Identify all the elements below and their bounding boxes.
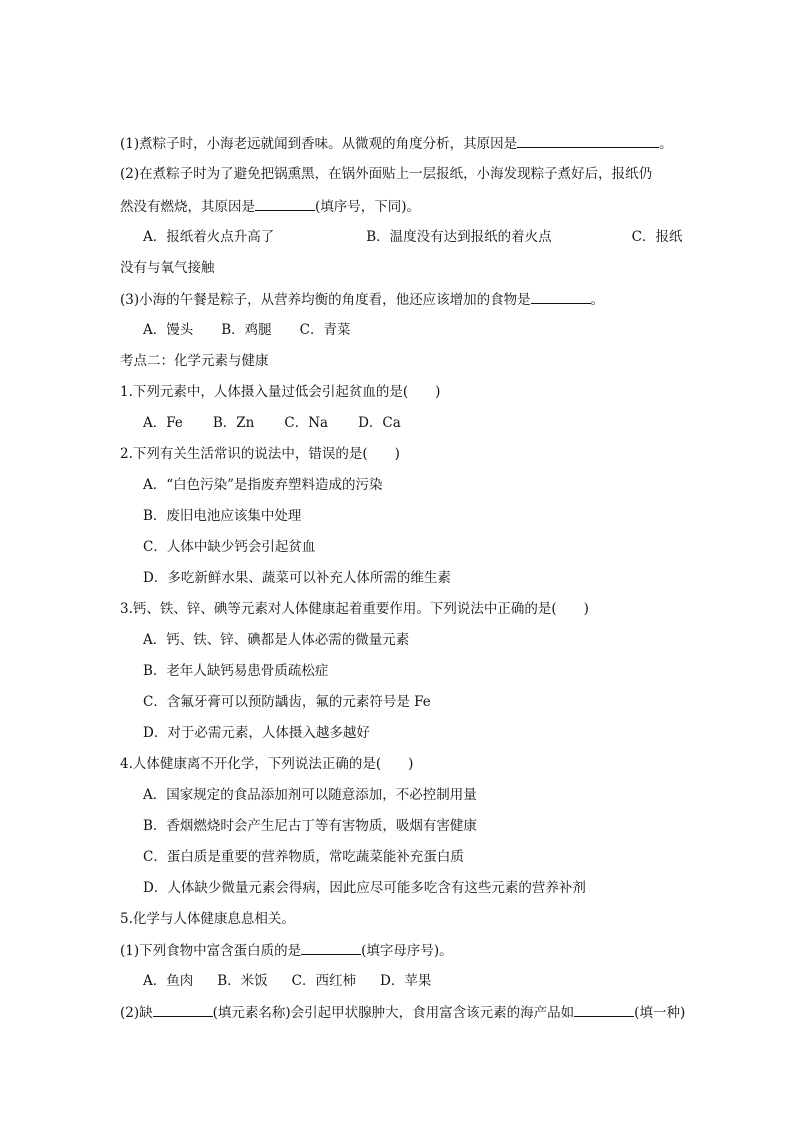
question-text: (1)煮粽子时，小海老远就闻到香味。从微观的角度分析，其原因是 xyxy=(120,136,518,152)
q2-option-c[interactable] xyxy=(143,537,676,557)
option-text: D．多吃新鲜水果、蔬菜可以补充人体所需的维生素 xyxy=(143,570,451,586)
question-text: (2)缺 xyxy=(120,1005,153,1021)
option-text: D．人体缺少微量元素会得病，因此应尽可能多吃含有这些元素的营养补剂 xyxy=(143,880,586,896)
option-text: D．对于必需元素，人体摄入越多越好 xyxy=(143,725,370,741)
q3-stem xyxy=(120,599,676,619)
option-text: C．含氟牙膏可以预防龋齿，氟的元素符号是 Fe xyxy=(143,694,431,710)
question-text: 4.人体健康离不开化学，下列说法正确的是( ) xyxy=(120,756,414,772)
question-text: (2)在煮粽子时为了避免把锅熏黑，在锅外面贴上一层报纸，小海发现粽子煮好后，报纸仍 xyxy=(120,166,653,182)
option-text: A．“白色污染”是指废弃塑料造成的污染 xyxy=(143,477,383,493)
question-text: (填序号，下同)。 xyxy=(315,199,421,215)
q-part1-sub2-line1 xyxy=(120,164,676,184)
q4-option-b[interactable] xyxy=(143,816,676,836)
q2-stem xyxy=(120,444,676,464)
q4-stem xyxy=(120,754,676,774)
option-d[interactable]: D．Ca xyxy=(358,415,401,431)
option-b[interactable]: B．米饭 xyxy=(217,973,268,989)
option-text: A．钙、铁、锌、碘都是人体必需的微量元素 xyxy=(143,632,410,648)
answer-blank[interactable] xyxy=(517,133,659,148)
option-d[interactable]: D．苹果 xyxy=(380,973,432,989)
option-a[interactable]: A．Fe xyxy=(143,415,183,431)
question-text: (填元素名称)会引起甲状腺肿大，食用富含该元素的海产品如 xyxy=(212,1005,575,1021)
q5-stem xyxy=(120,909,676,929)
q-part1-sub2-options xyxy=(143,227,683,247)
q4-option-d[interactable] xyxy=(143,878,676,898)
q5-sub2 xyxy=(120,1002,686,1022)
q-part1-sub2-line2 xyxy=(120,196,676,216)
question-text: 。 xyxy=(590,292,605,308)
answer-blank[interactable] xyxy=(255,196,315,211)
question-text: 2.下列有关生活常识的说法中，错误的是( ) xyxy=(120,446,400,462)
option-a[interactable]: A．报纸着火点升高了 xyxy=(143,229,275,245)
q3-option-a[interactable] xyxy=(143,630,676,650)
answer-blank[interactable] xyxy=(574,1002,634,1017)
section-title xyxy=(120,351,676,371)
section-title-text: 考点二：化学元素与健康 xyxy=(120,353,269,369)
option-c-continued: 没有与氧气接触 xyxy=(120,260,215,276)
q-part1-sub2-option-c-cont xyxy=(120,258,676,278)
q-part1-sub3 xyxy=(120,289,676,309)
option-text: B．老年人缺钙易患骨质疏松症 xyxy=(143,663,329,679)
q1-options xyxy=(143,413,676,433)
question-text: (填一种) xyxy=(634,1005,686,1021)
option-text: B．香烟燃烧时会产生尼古丁等有害物质，吸烟有害健康 xyxy=(143,818,477,834)
q3-option-b[interactable] xyxy=(143,661,676,681)
answer-blank[interactable] xyxy=(301,940,361,955)
question-text: 1.下列元素中，人体摄入量过低会引起贫血的是( ) xyxy=(120,384,441,400)
option-b[interactable]: B．Zn xyxy=(212,415,255,431)
q2-option-a[interactable] xyxy=(143,475,676,495)
q2-option-b[interactable] xyxy=(143,506,676,526)
q4-option-c[interactable] xyxy=(143,847,676,867)
option-a[interactable]: A．馒头 xyxy=(143,322,194,338)
question-text: 。 xyxy=(659,136,673,152)
q1-stem xyxy=(120,382,676,402)
option-b[interactable]: B．温度没有达到报纸的着火点 xyxy=(366,229,552,245)
q5-sub1 xyxy=(120,940,676,960)
answer-blank[interactable] xyxy=(531,289,591,304)
option-b[interactable]: B．鸡腿 xyxy=(221,322,272,338)
option-text: C．人体中缺少钙会引起贫血 xyxy=(143,539,316,555)
question-text: (填字母序号)。 xyxy=(361,943,453,959)
q-part1-sub3-options xyxy=(143,320,676,340)
q3-option-d[interactable] xyxy=(143,723,676,743)
question-text: 5.化学与人体健康息息相关。 xyxy=(120,911,295,927)
question-text: (1)下列食物中富含蛋白质的是 xyxy=(120,943,302,959)
q5-sub1-options xyxy=(143,971,676,991)
q3-option-c[interactable] xyxy=(143,692,676,712)
option-text: C．蛋白质是重要的营养物质，常吃蔬菜能补充蛋白质 xyxy=(143,849,464,865)
option-c[interactable]: C．西红柿 xyxy=(291,973,357,989)
q-part1-sub1 xyxy=(120,133,676,153)
question-text: 然没有燃烧，其原因是 xyxy=(120,199,255,215)
option-text: B．废旧电池应该集中处理 xyxy=(143,508,302,524)
option-c[interactable]: C．报纸 xyxy=(631,229,683,245)
q4-option-a[interactable] xyxy=(143,785,676,805)
option-text: A．国家规定的食品添加剂可以随意添加，不必控制用量 xyxy=(143,787,477,803)
question-text: (3)小海的午餐是粽子，从营养均衡的角度看，他还应该增加的食物是 xyxy=(120,292,531,308)
option-c[interactable]: C．Na xyxy=(284,415,329,431)
question-text: 3.钙、铁、锌、碘等元素对人体健康起着重要作用。下列说法中正确的是( ) xyxy=(120,601,589,617)
option-a[interactable]: A．鱼肉 xyxy=(143,973,194,989)
option-c[interactable]: C．青菜 xyxy=(299,322,351,338)
answer-blank[interactable] xyxy=(153,1002,213,1017)
q2-option-d[interactable] xyxy=(143,568,676,588)
